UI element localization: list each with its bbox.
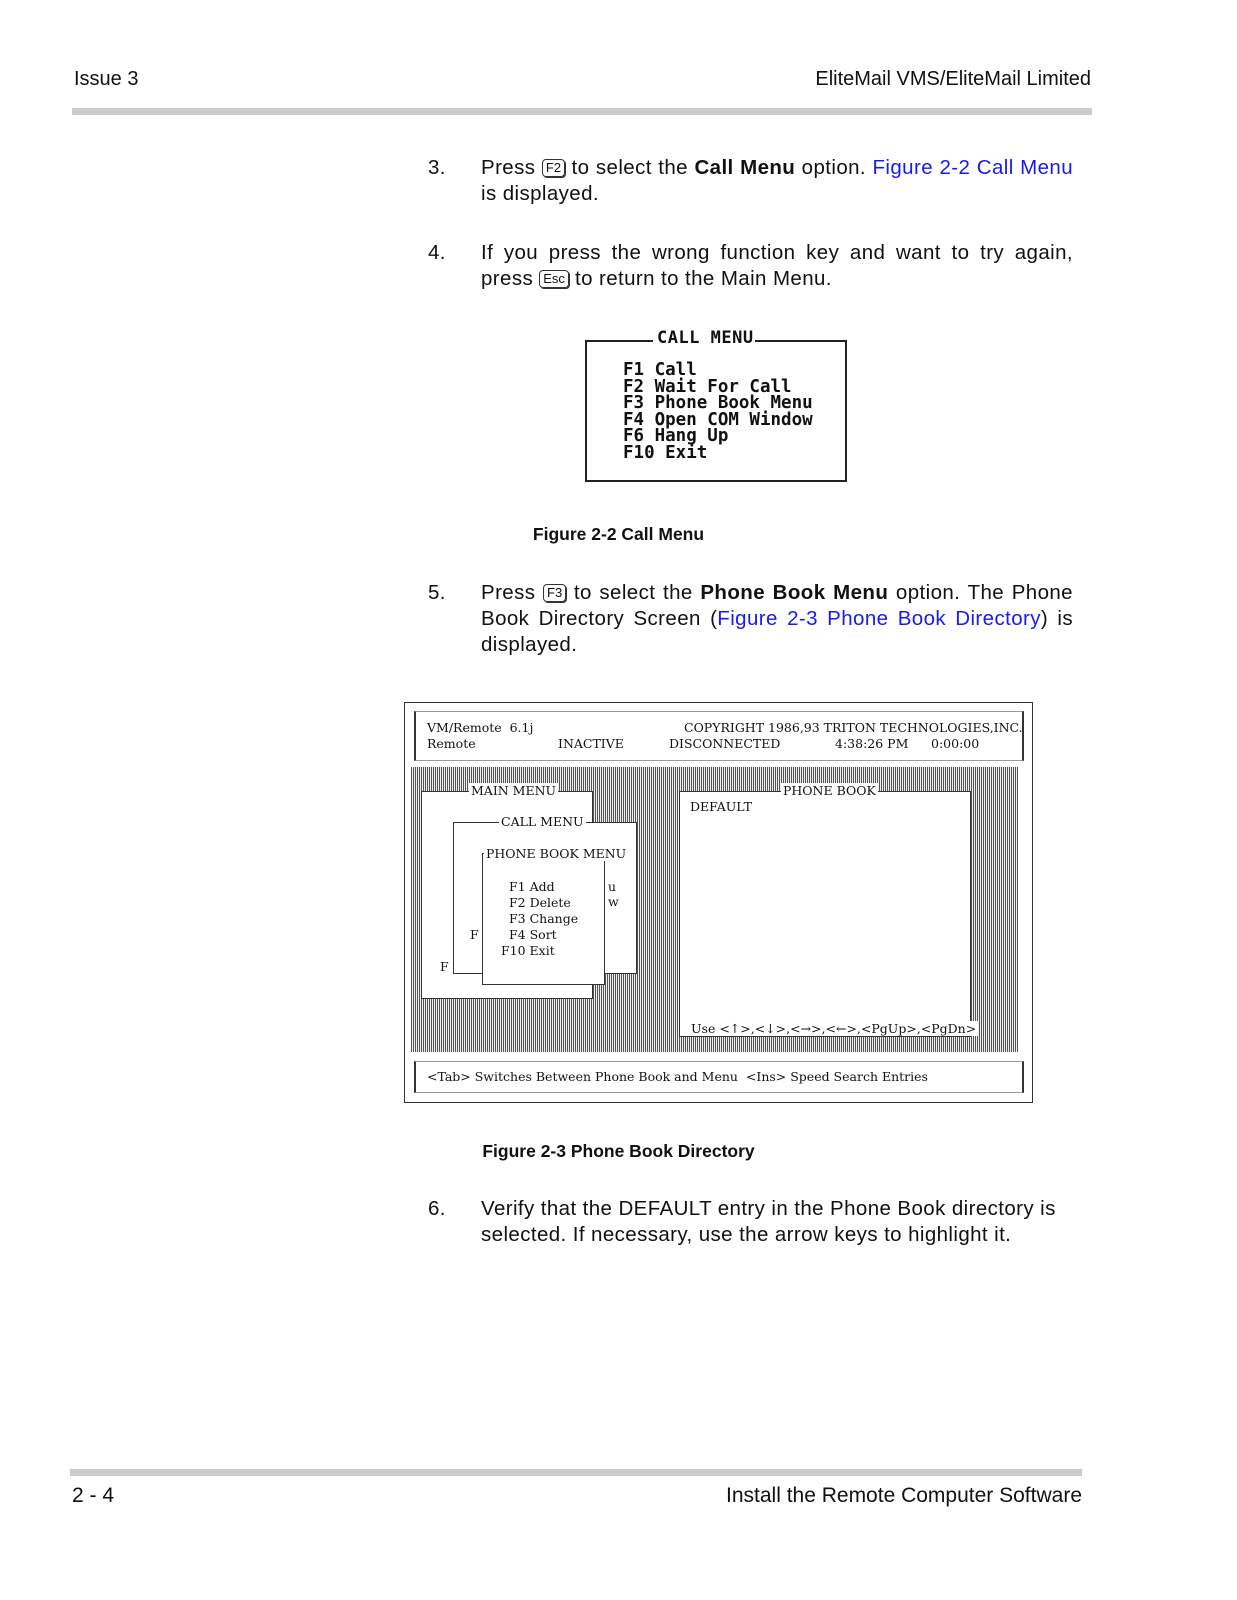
header-issue: Issue 3 [74, 68, 139, 90]
step-text: If you press the wrong function key and want to try again, press [481, 241, 1073, 290]
hidden-fragment: w [608, 894, 619, 909]
phone-book-menu-items [501, 879, 578, 959]
call-menu-figure [585, 328, 847, 482]
step-text: to return to the Main Menu. [568, 267, 832, 290]
phone-book-menu-term: Phone Book Menu [700, 581, 889, 604]
step-6 [428, 1196, 1073, 1248]
mode-label: Remote [427, 736, 476, 751]
step-number: 6. [428, 1197, 446, 1220]
call-menu-items [623, 362, 813, 461]
chapter-title: Install the Remote Computer Software [726, 1484, 1082, 1507]
frame-line [587, 340, 653, 342]
header-rule [72, 108, 1092, 115]
navigation-hint: Use <↑>,<↓>,<→>,<←>,<PgUp>,<PgDn> [691, 1021, 977, 1036]
clock: 4:38:26 PM [835, 736, 909, 751]
phone-book-entry-default[interactable]: DEFAULT [690, 799, 752, 814]
step-text: ) is displayed. [481, 607, 1073, 656]
f3-key-icon: F3 [543, 584, 566, 602]
step-3 [428, 155, 1073, 207]
step-text: option. [795, 156, 873, 179]
hidden-fragment: F [440, 959, 449, 974]
figure-2-3-link[interactable]: Figure 2-3 Phone Book Directory [717, 607, 1041, 630]
step-text: is displayed. [481, 182, 600, 205]
figure-2-3-caption: Figure 2-3 Phone Book Directory [482, 1141, 755, 1161]
step-number: 5. [428, 581, 446, 604]
copyright: COPYRIGHT 1986,93 TRITON TECHNOLOGIES,INC. [684, 720, 1023, 735]
call-menu-item: F10 Exit [623, 442, 708, 463]
f2-key-icon: F2 [542, 159, 565, 177]
figure-2-2-link[interactable]: Figure 2-2 Call Menu [872, 156, 1074, 179]
connection-status: DISCONNECTED [669, 736, 781, 751]
elapsed-timer: 0:00:00 [931, 736, 980, 751]
menu-item-delete: F2 Delete [509, 895, 571, 910]
state-label: INACTIVE [558, 736, 624, 751]
step-text: Verify that the DEFAULT entry in the Phone Book directory is selected. If necessary, use the arrow keys to highlight it. [481, 1197, 1056, 1246]
menu-item-add: F1 Add [509, 879, 555, 894]
call-menu-item: F1 Call [623, 360, 697, 380]
esc-key-icon: Esc [539, 270, 569, 288]
step-text: Press [481, 581, 544, 604]
step-text: Press [481, 156, 542, 179]
call-menu-item: F3 Phone Book Menu [623, 393, 813, 413]
step-text: to select the [565, 156, 695, 179]
phone-book-list-window [679, 791, 971, 1037]
phone-book-menu-title: PHONE BOOK MENU [486, 846, 627, 861]
menu-item-change: F3 Change [509, 911, 579, 926]
step-number: 4. [428, 241, 446, 264]
header-product: EliteMail VMS/EliteMail Limited [815, 68, 1091, 90]
page-number: 2 - 4 [72, 1484, 115, 1507]
app-version: VM/Remote 6.1j [427, 720, 534, 735]
step-text: to select the [566, 581, 701, 604]
step-number: 3. [428, 156, 446, 179]
call-menu-item: F6 Hang Up [623, 426, 729, 446]
call-menu-item: F4 Open COM Window [623, 409, 813, 430]
step-text: option. The Phone Book Directory Screen ( [481, 581, 1073, 630]
help-text: <Tab> Switches Between Phone Book and Menu <Ins> Speed Search Entries [427, 1069, 928, 1084]
step-4 [428, 240, 1073, 292]
menu-item-exit: F10 Exit [501, 943, 555, 958]
hidden-fragment: F [470, 927, 479, 942]
status-bar [414, 711, 1024, 761]
figure-2-2-caption: Figure 2-2 Call Menu [532, 524, 705, 544]
frame-line [755, 340, 847, 342]
help-bar [414, 1061, 1024, 1093]
phone-book-figure [404, 702, 1033, 1103]
step-5 [428, 580, 1073, 658]
call-menu-title-fig: CALL MENU [501, 814, 584, 829]
call-menu-item: F2 Wait For Call [623, 376, 792, 397]
menu-item-sort: F4 Sort [509, 927, 557, 942]
phone-book-title: PHONE BOOK [783, 783, 876, 798]
hidden-fragment: u [608, 879, 617, 894]
main-menu-title: MAIN MENU [471, 783, 557, 798]
footer-rule [70, 1469, 1082, 1476]
call-menu-title: CALL MENU [657, 328, 754, 348]
call-menu-term: Call Menu [694, 156, 796, 179]
